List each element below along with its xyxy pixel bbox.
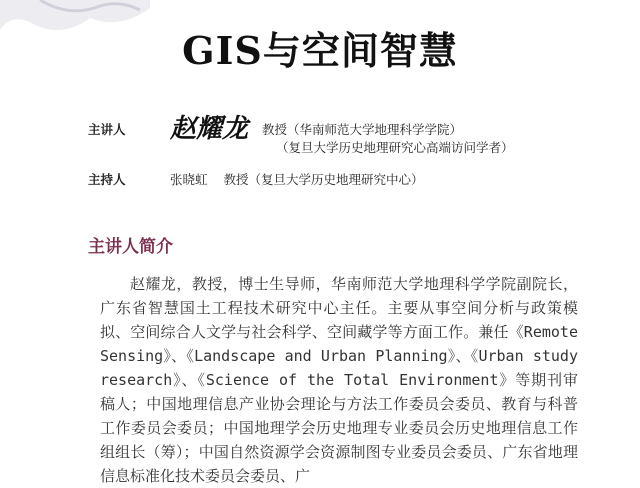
speaker-affiliation-secondary: （复旦大学历史地理研究心高端访问学者） xyxy=(276,140,514,155)
speaker-name: 赵耀龙 xyxy=(169,114,248,144)
speaker-label: 主讲人 xyxy=(88,122,126,137)
host-row xyxy=(88,170,424,188)
host-affiliation: 教授（复旦大学历史地理研究中心） xyxy=(223,172,424,187)
page-title: GIS与空间智慧 xyxy=(182,28,458,73)
bio-paragraph: 赵耀龙，教授，博士生导师，华南师范大学地理科学学院副院长，广东省智慧国土工程技术研究中心主任。主要从事空间分析与政策模拟、空间综合人文学与社会科学、空间藏学等方面工作。兼任《Remote Sensing》、《Landscape and Urban Planning》、《Urban study research》、《Science of the Total Environment》等期刊审稿人；中国地理信息产业协会理论与方法工作委员会委员、教育与科普工作委员会委员；中国地理学会历史地理专业委员会历史地理信息工作组组长（筹）；中国自然资源学会资源制图专业委员会委员、广东省地理信息标准化技术委员会委员、广 xyxy=(100,275,578,485)
speaker-affiliation: 教授（华南师范大学地理科学学院） xyxy=(261,122,462,137)
host-label: 主持人 xyxy=(88,172,126,187)
bio-heading: 主讲人简介 xyxy=(88,237,173,257)
host-name: 张晓虹 xyxy=(169,172,208,187)
